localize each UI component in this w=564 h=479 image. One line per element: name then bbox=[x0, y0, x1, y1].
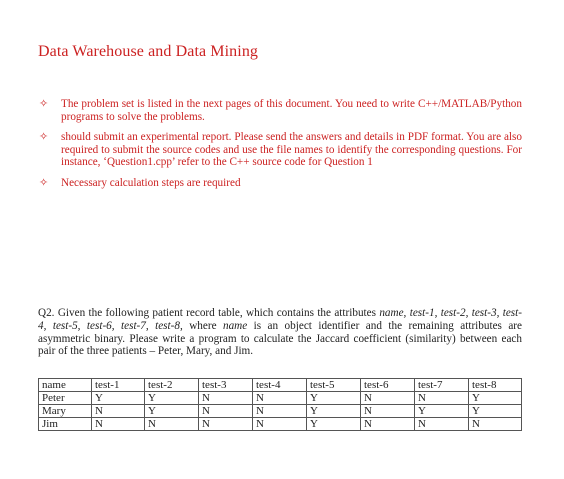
table-cell: N bbox=[253, 392, 307, 405]
table-cell: N bbox=[361, 405, 415, 418]
table-cell: N bbox=[361, 392, 415, 405]
table-cell: Y bbox=[415, 405, 469, 418]
column-header: test-7 bbox=[415, 379, 469, 392]
table-cell: Y bbox=[145, 405, 199, 418]
table-cell: N bbox=[92, 418, 145, 431]
diamond-bullet-icon: ✧ bbox=[39, 98, 49, 110]
table-cell: Y bbox=[307, 418, 361, 431]
table-cell: Y bbox=[92, 392, 145, 405]
diamond-bullet-icon: ✧ bbox=[39, 131, 49, 144]
table-cell: Mary bbox=[39, 405, 92, 418]
diamond-bullet-icon: ✧ bbox=[39, 176, 49, 189]
table-cell: Y bbox=[307, 405, 361, 418]
instruction-item bbox=[38, 98, 522, 123]
column-header: name bbox=[39, 379, 92, 392]
instruction-item bbox=[38, 131, 522, 169]
patient-record-table bbox=[38, 378, 522, 431]
table-cell: N bbox=[361, 418, 415, 431]
table-cell: Peter bbox=[39, 392, 92, 405]
question-paragraph bbox=[38, 307, 522, 358]
table-cell: Y bbox=[307, 392, 361, 405]
column-header: test-4 bbox=[253, 379, 307, 392]
attribute-list: name, test-1, test-2, test-3, test-4, test-5, test-6, test-7, test-8, bbox=[38, 307, 522, 332]
instruction-text: should submit an experimental report. Please send the answers and details in PDF format. You are also required to submit the source codes and use the file names to identify the corresponding questions. For instance, ‘Question1.cpp’ refer to the C++ source code for Question 1 bbox=[61, 131, 522, 169]
table-cell: N bbox=[253, 418, 307, 431]
column-header: test-8 bbox=[469, 379, 522, 392]
table-cell: N bbox=[415, 418, 469, 431]
question-text: Q2. Given the following patient record table, which contains the attributes bbox=[38, 307, 380, 319]
table-cell: N bbox=[199, 418, 253, 431]
table-cell: Y bbox=[469, 392, 522, 405]
table-cell: N bbox=[469, 418, 522, 431]
instruction-text: Necessary calculation steps are required bbox=[61, 176, 241, 189]
table-row bbox=[39, 418, 522, 431]
instruction-item bbox=[38, 177, 522, 190]
column-header: test-3 bbox=[199, 379, 253, 392]
attribute-name: name bbox=[222, 319, 248, 332]
document-title: Data Warehouse and Data Mining bbox=[38, 43, 259, 60]
table-cell: Jim bbox=[39, 418, 92, 431]
column-header: test-6 bbox=[361, 379, 415, 392]
table-cell: N bbox=[415, 392, 469, 405]
instruction-text: The problem set is listed in the next pages of this document. You need to write C++/MATLAB/Python programs to solve the problems. bbox=[61, 98, 522, 123]
column-header: test-1 bbox=[92, 379, 145, 392]
table-header-row bbox=[39, 379, 522, 392]
table-cell: Y bbox=[145, 392, 199, 405]
table-row bbox=[39, 392, 522, 405]
question-text: is an object identifier and the remaining attributes are asymmetric binary. Please write a program to calculate the Jaccard coefficient (similarity) between each pair of the three patients – Peter, Mary, and Jim. bbox=[38, 319, 522, 358]
table-cell: N bbox=[253, 405, 307, 418]
table-cell: N bbox=[92, 405, 145, 418]
column-header: test-5 bbox=[307, 379, 361, 392]
instruction-list bbox=[38, 98, 522, 198]
column-header: test-2 bbox=[145, 379, 199, 392]
table-cell: Y bbox=[469, 405, 522, 418]
table-row bbox=[39, 405, 522, 418]
table-cell: N bbox=[199, 405, 253, 418]
table-cell: N bbox=[145, 418, 199, 431]
table-cell: N bbox=[199, 392, 253, 405]
question-text: where bbox=[182, 319, 223, 332]
